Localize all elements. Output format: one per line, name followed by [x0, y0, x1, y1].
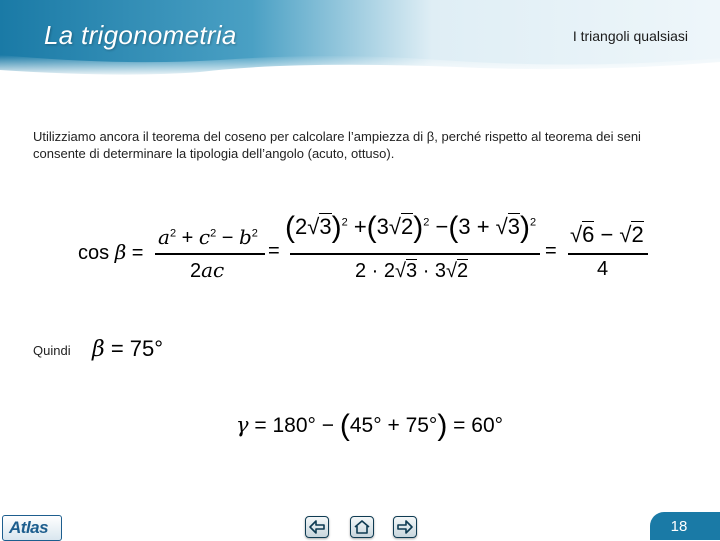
fraction1-numerator: $a^2 + c^2 - b^2$: [158, 225, 258, 249]
header-band: [0, 0, 720, 75]
atlas-logo: [2, 515, 62, 541]
fraction2-denominator: 2 · 2√3 · 3√2: [355, 260, 469, 282]
page-number: 18: [670, 518, 688, 535]
fraction3-bar: [568, 253, 648, 255]
fraction1-bar: [155, 253, 265, 255]
equals-1: =: [268, 240, 280, 262]
formula-gamma: γ = 180° − (45° + 75°) = 60°: [236, 409, 504, 442]
page-title: La trigonometria: [44, 20, 237, 50]
arrow-left-icon: [306, 517, 328, 537]
fraction2-numerator: $(2√3)^2 +(3√2)^2 -(3 + √3)^2$: [285, 211, 537, 244]
section-subtitle: I triangoli qualsiasi: [572, 28, 688, 44]
equals-2: =: [545, 240, 557, 262]
cos-beta-lhs: cos β =: [78, 240, 144, 264]
arrow-right-icon: [394, 517, 416, 537]
atlas-logo-text: Atlas: [9, 518, 49, 537]
home-icon: [351, 517, 373, 537]
nav-prev-button[interactable]: [305, 516, 329, 538]
fraction1-denominator: 2ac: [190, 258, 225, 282]
nav-next-button[interactable]: [393, 516, 417, 538]
fraction3-numerator: √6 − √2: [570, 222, 644, 247]
fraction2-bar: [290, 253, 540, 255]
nav-home-button[interactable]: [350, 516, 374, 538]
intro-paragraph: Utilizziamo ancora il teorema del coseno per calcolare l’ampiezza di β, perché rispetto al teorema dei seni consente di determinare la tipologia dell’angolo (acuto, ottuso).: [33, 129, 641, 161]
quindi-label: Quindi: [33, 343, 71, 358]
fraction3-denominator: 4: [597, 258, 609, 280]
formula-beta: β = 75°: [92, 336, 164, 362]
